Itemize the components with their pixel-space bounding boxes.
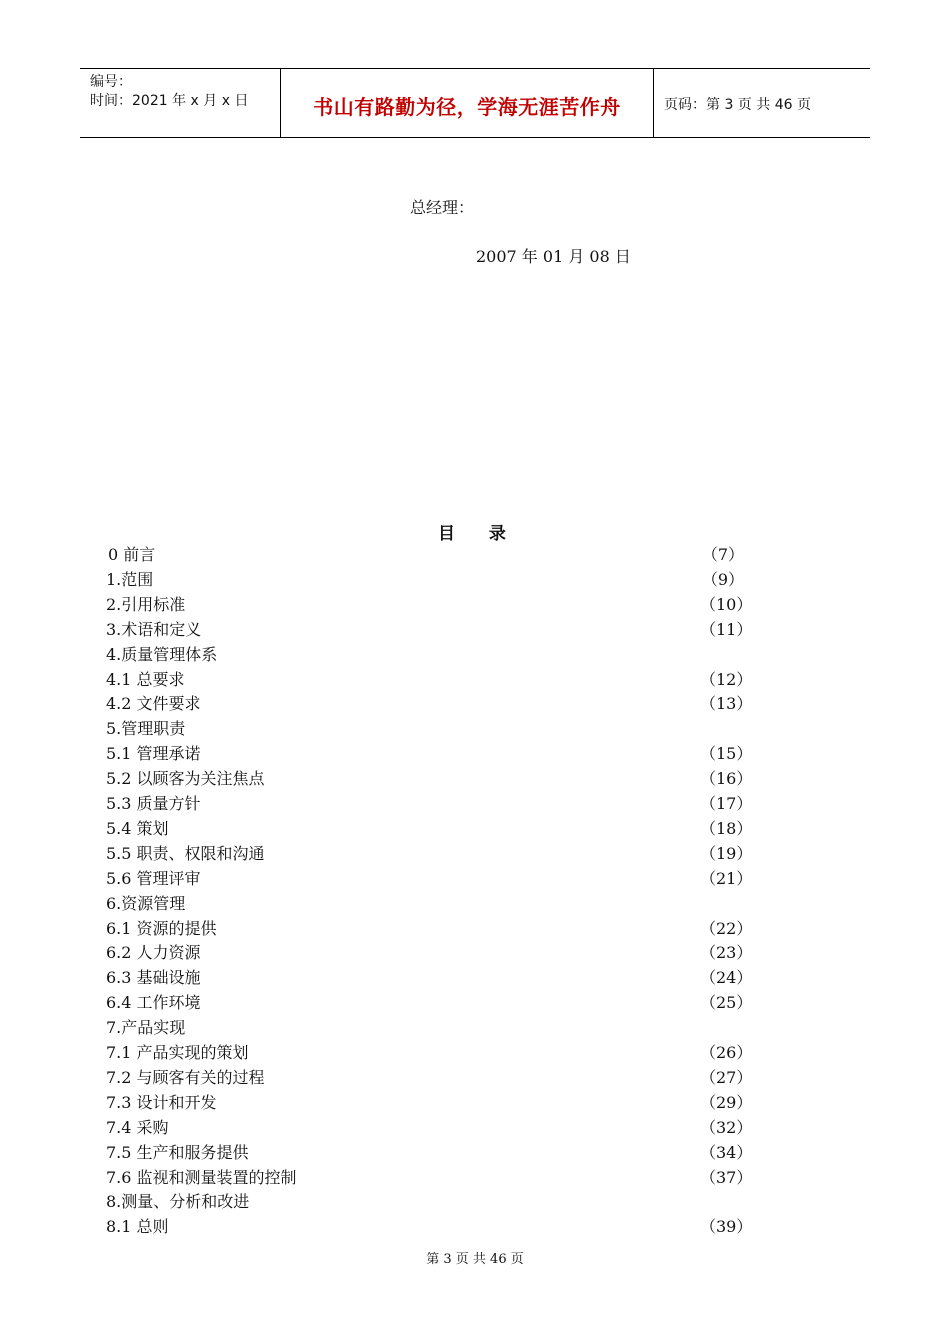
toc-entry <box>0 667 950 692</box>
motto-text: 书山有路勤为径，学海无涯苦作舟 <box>313 95 621 119</box>
toc-entry <box>0 691 950 716</box>
toc-entry-label: 6.2 人力资源 <box>106 943 201 963</box>
toc-entry-page: （22） <box>700 918 753 938</box>
toc-entry <box>0 1040 950 1065</box>
toc-entry <box>0 866 950 891</box>
signature-date: 2007 年 01 月 08 日 <box>476 247 631 266</box>
toc-entry-page: （34） <box>700 1142 753 1162</box>
toc-entry-label: 4.1 总要求 <box>106 669 185 689</box>
general-manager-label: 总经理： <box>410 198 475 217</box>
toc-title: 目 录 <box>438 524 506 544</box>
toc-entry <box>0 716 950 741</box>
toc-entry-label: 4.2 文件要求 <box>106 694 201 714</box>
footer-page-number: 第 3 页 共 46 页 <box>426 1252 524 1267</box>
toc-entry-label: 5.1 管理承诺 <box>106 744 201 764</box>
toc-entry <box>0 891 950 916</box>
toc-entry-label: 5.4 策划 <box>106 818 169 838</box>
toc-entry-label: 2.引用标准 <box>106 594 186 614</box>
toc-entry <box>0 841 950 866</box>
toc-entry-label: 0 前言 <box>108 545 156 564</box>
time-label: 时间：2021 年 x 月 x 日 <box>90 93 249 109</box>
toc-entry-page: （27） <box>700 1067 753 1087</box>
toc-entry-label: 7.6 监视和测量装置的控制 <box>106 1167 297 1187</box>
toc-entry <box>0 1065 950 1090</box>
toc-entry-label: 8.1 总则 <box>106 1217 169 1237</box>
toc-entry-label: 7.4 采购 <box>106 1117 169 1137</box>
toc-entry <box>0 1140 950 1165</box>
toc-entry-label: 5.2 以顾客为关注焦点 <box>106 769 265 789</box>
toc-entry-page: （12） <box>700 669 753 689</box>
toc-entry <box>0 592 950 617</box>
header-left-cell <box>80 69 281 137</box>
toc-entry-label: 7.5 生产和服务提供 <box>106 1142 249 1162</box>
toc-entry-label: 5.3 质量方针 <box>106 794 201 813</box>
toc-entry <box>0 766 950 791</box>
toc-entry <box>0 1214 950 1239</box>
toc-entry-page: （24） <box>700 968 753 988</box>
toc-entry-label: 4.质量管理体系 <box>106 644 218 664</box>
toc-entry-page: （29） <box>700 1092 753 1112</box>
toc-entry-label: 6.4 工作环境 <box>106 993 201 1013</box>
toc-entry <box>0 542 950 567</box>
toc-entry-page: （37） <box>700 1167 753 1187</box>
toc-entry-page: （39） <box>700 1217 753 1237</box>
toc-entry-label: 7.3 设计和开发 <box>106 1092 217 1112</box>
toc-entry-label: 7.2 与顾客有关的过程 <box>106 1067 265 1087</box>
toc-entry <box>0 1090 950 1115</box>
toc-entry-label: 6.1 资源的提供 <box>106 918 217 938</box>
toc-entry-label: 5.5 职责、权限和沟通 <box>106 843 265 863</box>
toc-entry <box>0 741 950 766</box>
header-middle-cell <box>281 69 654 137</box>
toc-entry-page: （10） <box>700 594 753 614</box>
toc-entry <box>0 1015 950 1040</box>
toc-entry-label: 6.资源管理 <box>106 893 186 913</box>
toc-entry-page: （11） <box>700 619 753 639</box>
toc-entry-page: （21） <box>700 868 753 888</box>
toc-entry-label: 6.3 基础设施 <box>106 968 201 988</box>
toc-entry-page: （32） <box>700 1117 753 1137</box>
toc-entry-page: （19） <box>700 843 753 863</box>
toc-entry-page: （23） <box>700 943 753 963</box>
toc-entry-label: 5.6 管理评审 <box>106 868 201 888</box>
toc-entry <box>0 816 950 841</box>
toc-entry <box>0 1165 950 1190</box>
toc-entry <box>0 990 950 1015</box>
toc-entry-label: 1.范围 <box>106 569 154 589</box>
toc-entry-label: 5.管理职责 <box>106 719 186 739</box>
number-label: 编号： <box>90 74 132 90</box>
toc-entry <box>0 642 950 667</box>
toc-entry-label: 7.1 产品实现的策划 <box>106 1043 249 1062</box>
toc-entry-label: 3.术语和定义 <box>106 619 202 639</box>
toc-entry <box>0 1115 950 1140</box>
toc-entry-page: （16） <box>700 769 753 789</box>
toc-entry-label: 7.产品实现 <box>106 1018 186 1038</box>
toc-entry-page: （17） <box>700 794 753 813</box>
toc-entry-page: （15） <box>700 744 753 764</box>
header-right-cell <box>654 69 870 137</box>
toc-entry-page: （26） <box>700 1043 753 1062</box>
toc-entry-page: （25） <box>700 993 753 1013</box>
header-page-info: 页码：第 3 页 共 46 页 <box>664 97 811 113</box>
toc-entry <box>0 965 950 990</box>
toc-entry-page: （18） <box>700 818 753 838</box>
toc-entry <box>0 791 950 816</box>
toc-entry <box>0 1189 950 1214</box>
page-footer <box>0 1248 950 1267</box>
toc-entry <box>0 617 950 642</box>
toc-entry <box>0 916 950 941</box>
toc-entry-page: （7） <box>701 545 744 564</box>
toc-entry <box>0 567 950 592</box>
toc-entry <box>0 940 950 965</box>
toc-entry-label: 8.测量、分析和改进 <box>106 1192 250 1212</box>
page-header <box>80 68 870 138</box>
toc-entry-page: （13） <box>700 694 753 714</box>
toc-entry-page: （9） <box>701 569 744 589</box>
